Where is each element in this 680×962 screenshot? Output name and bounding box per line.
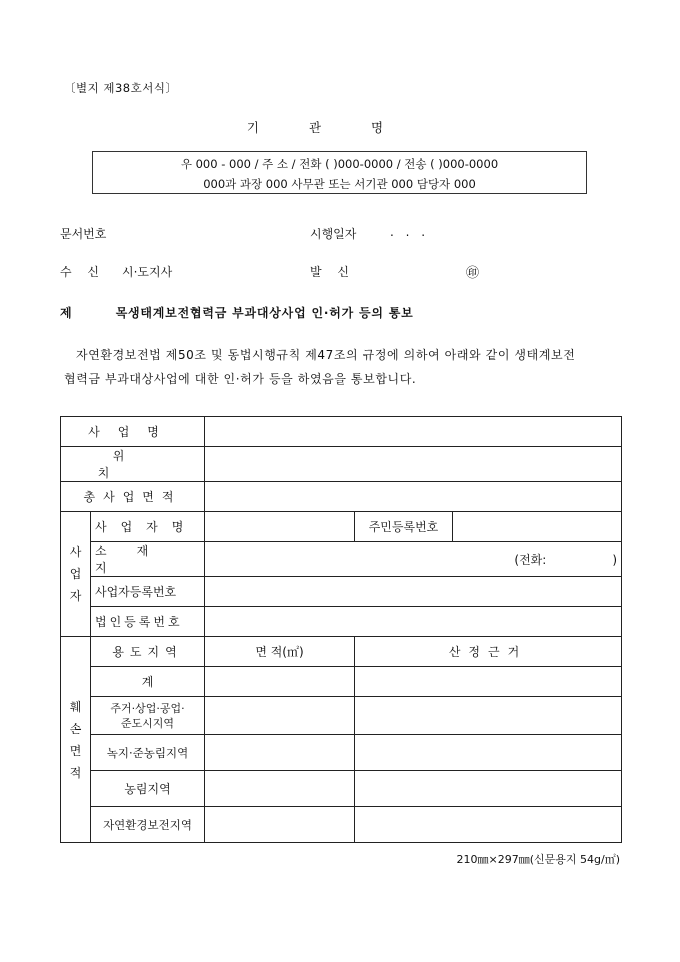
form-number: 〔별지 제38호서식〕 xyxy=(64,81,178,95)
total-area-field[interactable] xyxy=(205,482,622,512)
row-total-basis[interactable] xyxy=(355,667,622,697)
row-urban-label: 주거·상업·공업· 준도시지역 xyxy=(91,697,205,735)
row-nature-area[interactable] xyxy=(205,807,355,843)
body-line-1: 자연환경보전법 제50조 및 동법시행규칙 제47조의 규정에 의하여 아래와 같이 생태계보전 xyxy=(76,348,576,362)
date-value: . . . xyxy=(390,225,430,239)
business-reg-number-label: 사업자등록번호 xyxy=(91,577,205,607)
operator-name-label: 사업자명 xyxy=(91,512,205,542)
address-line-1: 우 000 - 000 / 주 소 / 전화 ( )000-0000 / 전송 ( )000-0000 xyxy=(180,157,499,171)
address-box xyxy=(92,151,587,194)
basis-header: 산정근거 xyxy=(355,637,622,667)
location-field[interactable] xyxy=(205,447,622,482)
business-reg-number-field[interactable] xyxy=(205,577,622,607)
row-urban-basis[interactable] xyxy=(355,697,622,735)
resident-number-label: 주민등록번호 xyxy=(355,512,453,542)
doc-number-label: 문서번호 xyxy=(60,227,107,241)
paper-spec: 210㎜×297㎜(신문용지 54g/㎡) xyxy=(456,853,620,866)
body-line-2: 협력금 부과대상사업에 대한 인·허가 등을 하였음을 통보합니다. xyxy=(64,372,417,386)
row-green-basis[interactable] xyxy=(355,735,622,771)
operator-group-label: 사 업 자 xyxy=(61,512,91,637)
agency-name: 기관명 xyxy=(246,120,434,135)
seal-mark: ㊞ xyxy=(466,266,480,281)
total-area-label: 총사업면적 xyxy=(61,482,205,512)
row-agri-basis[interactable] xyxy=(355,771,622,807)
row-green-label: 녹지·준농림지역 xyxy=(91,735,205,771)
row-agri-label: 농림지역 xyxy=(91,771,205,807)
row-nature-label: 자연환경보전지역 xyxy=(91,807,205,843)
subject-text: 생태계보전협력금 부과대상사업 인·허가 등의 통보 xyxy=(128,306,414,320)
location-label: 위치 xyxy=(61,447,205,482)
business-name-field[interactable] xyxy=(205,417,622,447)
damage-area-group-label: 훼 손 면 적 xyxy=(61,637,91,843)
business-name-label: 사업명 xyxy=(61,417,205,447)
resident-number-field[interactable] xyxy=(453,512,622,542)
date-label: 시행일자 xyxy=(310,227,357,241)
operator-name-field[interactable] xyxy=(205,512,355,542)
phone-close: ) xyxy=(612,552,617,567)
area-header: 면 적(㎡) xyxy=(205,637,355,667)
row-total-area[interactable] xyxy=(205,667,355,697)
address-line-2: 000과 과장 000 사무관 또는 서기관 000 담당자 000 xyxy=(203,177,476,191)
corp-reg-number-field[interactable] xyxy=(205,607,622,637)
row-green-area[interactable] xyxy=(205,735,355,771)
recipient-label: 수 신 xyxy=(60,265,105,279)
row-urban-area[interactable] xyxy=(205,697,355,735)
row-total-label: 계 xyxy=(91,667,205,697)
corp-reg-number-label: 법인등록번호 xyxy=(91,607,205,637)
sender-label: 발 신 xyxy=(310,265,355,279)
recipient-value: 시·도지사 xyxy=(122,265,173,279)
phone-label: (전화: xyxy=(514,552,547,567)
address-label: 소재지 xyxy=(91,542,205,577)
subject-label: 제 목 xyxy=(60,306,148,320)
notification-table xyxy=(60,416,622,843)
zone-header: 용도지역 xyxy=(91,637,205,667)
row-agri-area[interactable] xyxy=(205,771,355,807)
row-nature-basis[interactable] xyxy=(355,807,622,843)
address-field[interactable] xyxy=(205,542,622,577)
